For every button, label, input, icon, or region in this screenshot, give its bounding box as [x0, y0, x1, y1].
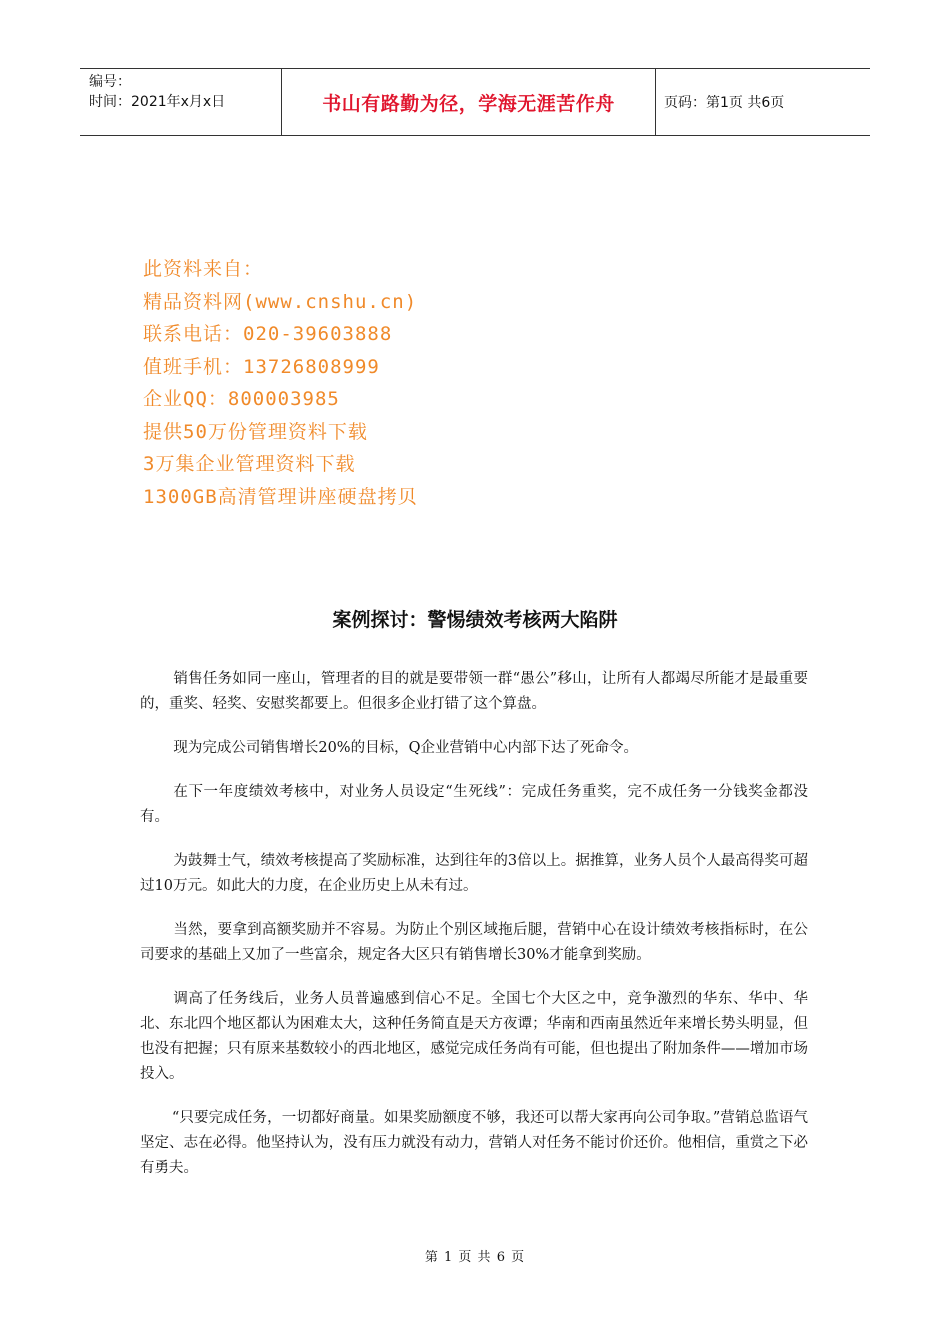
source-line-website: 精品资料网(www.cnshu.cn) — [143, 290, 418, 313]
page-footer: 第 1 页 共 6 页 — [424, 1250, 526, 1265]
article-title: 案例探讨：警惕绩效考核两大陷阱 — [332, 609, 618, 631]
paragraph: 调高了任务线后，业务人员普遍感到信心不足。全国七个大区之中，竞争激烈的华东、华中、华北、东北四个地区都认为困难太大，这种任务简直是天方夜谭；华南和西南虽然近年来增长势头明显，但也没有把握；只有原来基数较小的西北地区，感觉完成任务尚有可能，但也提出了附加条件——增加市场投入。 — [140, 991, 808, 1082]
header-right-cell — [656, 69, 870, 135]
header-left-cell — [80, 69, 282, 135]
source-line: 1300GB高清管理讲座硬盘拷贝 — [143, 485, 418, 508]
number-label: 编号： — [89, 74, 131, 90]
time-label: 时间：2021年x月x日 — [89, 94, 226, 110]
source-line: 3万集企业管理资料下载 — [143, 453, 356, 475]
paragraph: 当然，要拿到高额奖励并不容易。为防止个别区域拖后腿，营销中心在设计绩效考核指标时，在公司要求的基础上又加了一些富余，规定各大区只有销售增长30%才能拿到奖励。 — [140, 922, 808, 963]
paragraph: 为鼓舞士气，绩效考核提高了奖励标准，达到往年的3倍以上。据推算，业务人员个人最高得奖可超过10万元。如此大的力度，在企业历史上从未有过。 — [140, 853, 808, 894]
source-info-block — [143, 253, 418, 513]
paragraph: 在下一年度绩效考核中，对业务人员设定“生死线”：完成任务重奖，完不成任务一分钱奖金都没有。 — [140, 784, 808, 825]
motto-text: 书山有路勤为径，学海无涯苦作舟 — [322, 92, 615, 115]
source-line: 提供50万份管理资料下载 — [143, 420, 368, 443]
paragraph: 现为完成公司销售增长20%的目标，Q企业营销中心内部下达了死命令。 — [173, 740, 638, 756]
source-line: 此资料来自： — [143, 258, 264, 280]
header-middle-cell — [282, 69, 656, 135]
page-info: 页码：第1页 共6页 — [664, 95, 785, 111]
article-body — [140, 667, 808, 1200]
header-table — [80, 68, 870, 136]
paragraph: “只要完成任务，一切都好商量。如果奖励额度不够，我还可以帮大家再向公司争取。”营销总监语气坚定、志在必得。他坚持认为，没有压力就没有动力，营销人对任务不能讨价还价。他相信，重赏之下必有勇夫。 — [140, 1110, 808, 1176]
source-line-qq: 企业QQ：800003985 — [143, 388, 340, 410]
paragraph: 销售任务如同一座山，管理者的目的就是要带领一群“愚公”移山，让所有人都竭尽所能才是最重要的，重奖、轻奖、安慰奖都要上。但很多企业打错了这个算盘。 — [140, 671, 808, 712]
source-line-mobile: 值班手机：13726808999 — [143, 355, 380, 378]
source-line-phone: 联系电话：020-39603888 — [143, 323, 393, 345]
